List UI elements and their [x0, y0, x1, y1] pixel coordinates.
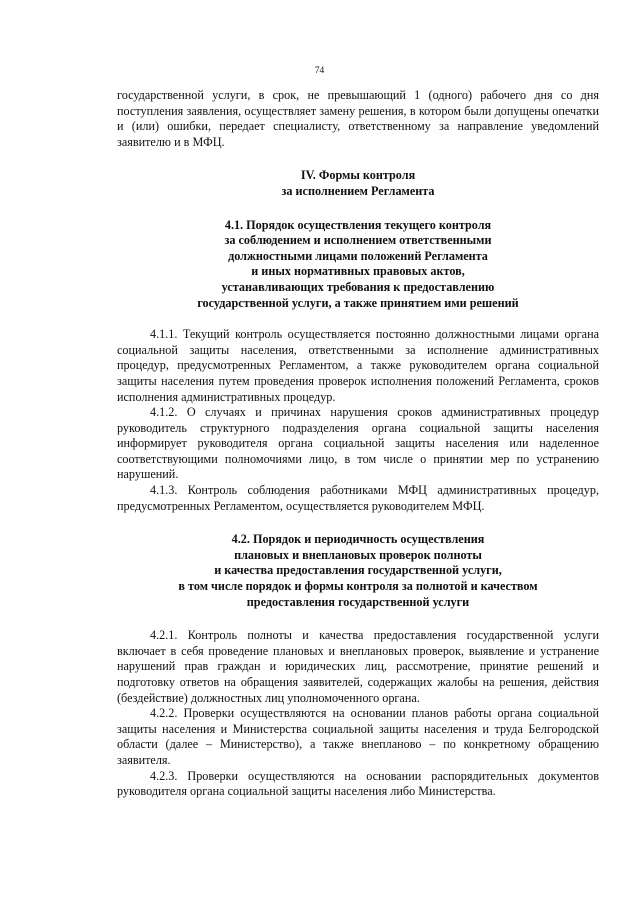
paragraph-4-2-2: 4.2.2. Проверки осуществляются на основании планов работы органа социальной защиты населения и Министерства социальной защиты населения и труда Белгородской области (далее – Министерство), а также внепланово – по конкретному обращению заявителя. — [117, 706, 599, 767]
heading-line: государственной услуги, а также принятием ими решений — [197, 295, 519, 310]
section-4-title-line: IV. Формы контроля — [300, 168, 416, 183]
subsection-4-1-heading — [117, 218, 599, 312]
paragraph-4-1-1: 4.1.1. Текущий контроль осуществляется постоянно должностными лицами органа социальной защиты населения, ответственными за исполнение административных процедур, предусмотренных Регламентом, а также руководителем органа социальной защиты населения путем проведения проверок исполнения положений Регламента, сроков исполнения административных процедур. — [117, 327, 599, 404]
heading-line: и иных нормативных правовых актов, — [251, 264, 465, 279]
intro-paragraph: государственной услуги, в срок, не превышающий 1 (одного) рабочего дня со дня поступления заявления, осуществляет замену решения, в котором были допущены опечатки и (или) ошибки, передает специалисту, ответственному за направление уведомлений заявителю и в МФЦ. — [117, 88, 599, 149]
heading-line: предоставления государственной услуги — [246, 594, 470, 609]
paragraph-4-1-2: 4.1.2. О случаях и причинах нарушения сроков административных процедур руководитель структурного подразделения органа социальной защиты населения информирует руководителя органа социальной защиты населения или наделенное соответствующими полномочиями лицо, в том числе о принятии мер по устранению нарушений. — [117, 405, 599, 482]
paragraph-4-1-3: 4.1.3. Контроль соблюдения работниками МФЦ административных процедур, предусмотренных Регламентом, осуществляется руководителем МФЦ. — [117, 483, 599, 513]
heading-line: за соблюдением и исполнением ответственными — [224, 233, 492, 248]
heading-line: 4.1. Порядок осуществления текущего контроля — [224, 217, 492, 232]
heading-line: устанавливающих требования к предоставлению — [221, 279, 495, 294]
section-4-title — [117, 168, 599, 199]
heading-line: в том числе порядок и формы контроля за полнотой и качеством — [178, 579, 538, 594]
paragraph-4-2-1: 4.2.1. Контроль полноты и качества предоставления государственной услуги включает в себя проведение плановых и внеплановых проверок, выявление и устранение нарушений прав граждан и юридических лиц, рассмотрение, принятие решений и подготовку ответов на обращения заявителей, содержащих жалобы на решения, действия (бездействие) должностных лиц уполномоченного органа. — [117, 628, 599, 705]
heading-line: плановых и внеплановых проверок полноты — [234, 547, 482, 562]
page-content — [117, 88, 599, 800]
subsection-4-2-heading — [117, 532, 599, 610]
paragraph-4-2-3: 4.2.3. Проверки осуществляются на основании распорядительных документов руководителя органа социальной защиты населения либо Министерства. — [117, 768, 599, 799]
heading-line: 4.2. Порядок и периодичность осуществления — [231, 532, 485, 547]
heading-line: и качества предоставления государственной услуги, — [214, 563, 502, 578]
heading-line: должностными лицами положений Регламента — [228, 248, 488, 263]
page-number: 74 — [314, 66, 325, 76]
section-4-title-line: за исполнением Регламента — [281, 183, 435, 198]
